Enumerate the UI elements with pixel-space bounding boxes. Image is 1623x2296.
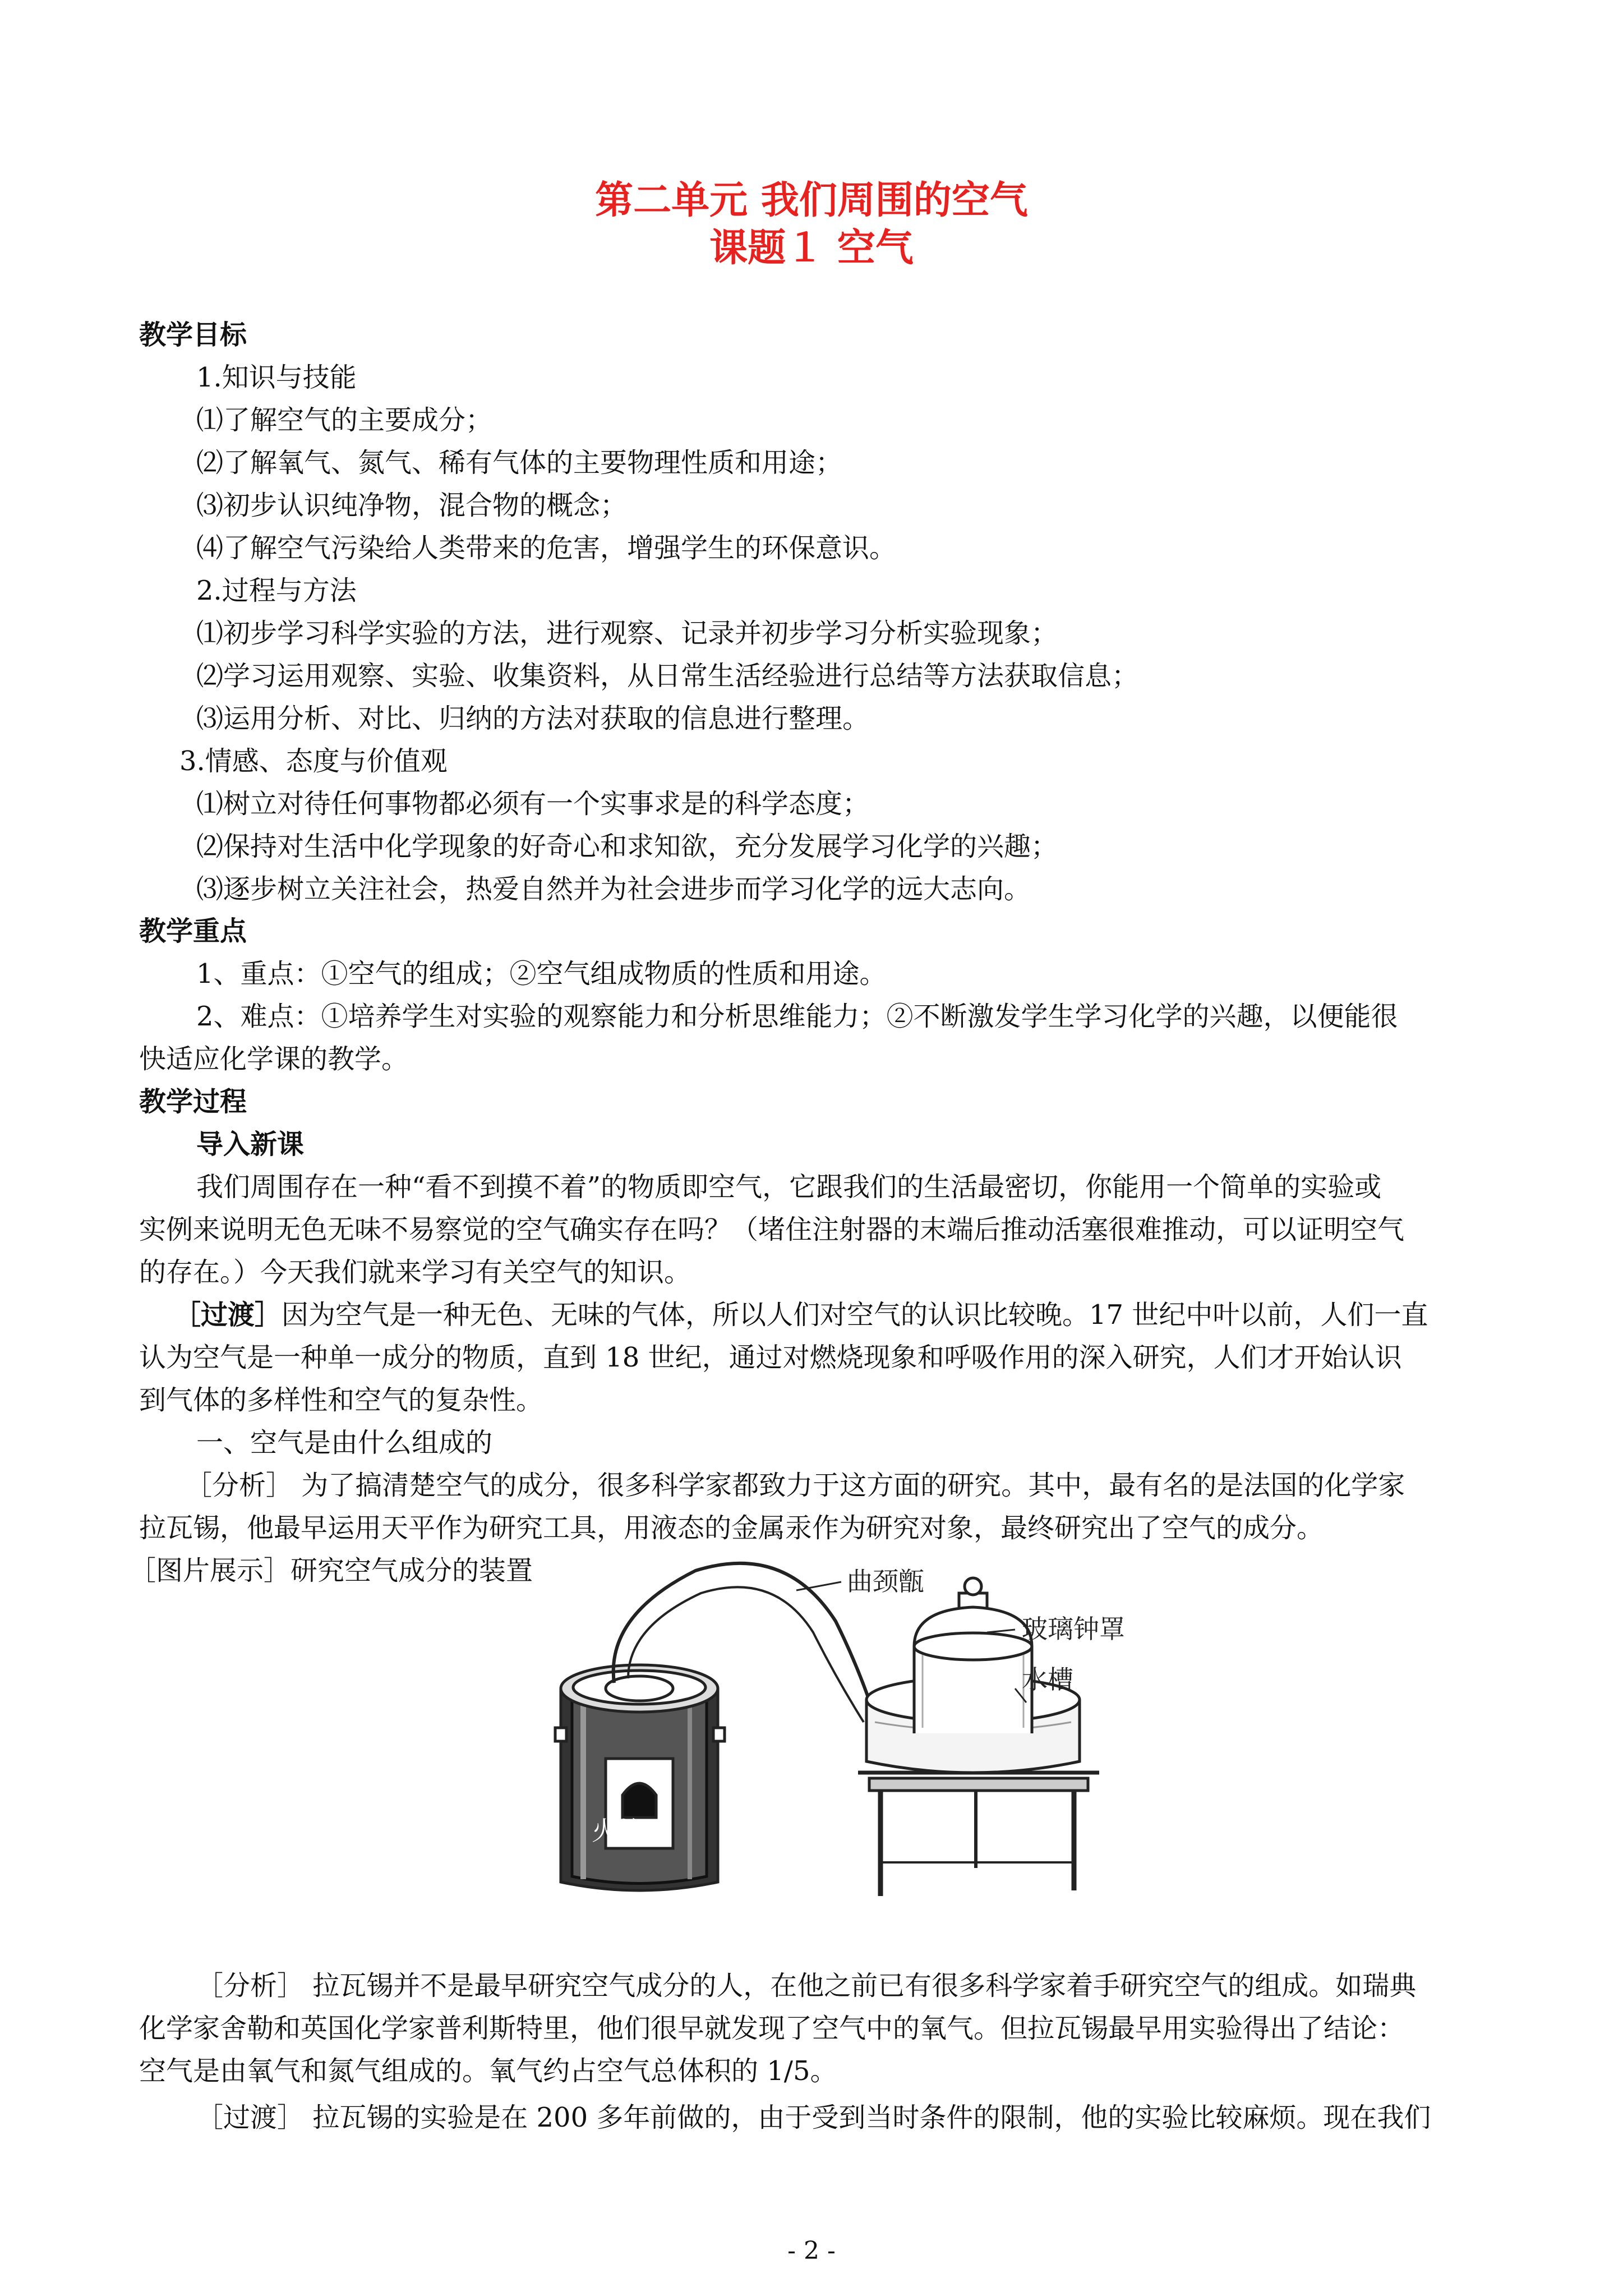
paragraph-line: ［过渡］ 拉瓦锡的实验是在 200 多年前做的，由于受到当时条件的限制，他的实验比较麻烦。现在我们 <box>196 2102 1431 2133</box>
label-bell-jar: 玻璃钟罩 <box>1022 1614 1125 1644</box>
paragraph-line: ⑶逐步树立关注社会，热爱自然并为社会进步而学习化学的远大志向。 <box>196 873 1031 905</box>
paragraph-line: ⑶运用分析、对比、归纳的方法对获取的信息进行整理。 <box>196 703 870 734</box>
page-number: - 2 - <box>787 2237 836 2265</box>
paragraph-line: ⑶初步认识纯净物，混合物的概念； <box>196 490 628 521</box>
paragraph-line: ［分析］ 为了搞清楚空气的成分，很多科学家都致力于这方面的研究。其中，最有名的是法国的化学家 <box>185 1470 1405 1501</box>
paragraph-line: 拉瓦锡，他最早运用天平作为研究工具，用液态的金属汞作为研究对象，最终研究出了空气的成分。 <box>139 1512 1324 1544</box>
paragraph-line: 1、重点：①空气的组成；②空气组成物质的性质和用途。 <box>196 958 887 990</box>
paragraph-line: 空气是由氧气和氮气组成的。氧气约占空气总体积的 1/5。 <box>139 2055 837 2087</box>
paragraph-line: ⑴树立对待任何事物都必须有一个实事求是的科学态度； <box>196 788 870 820</box>
paragraph-line: 认为空气是一种单一成分的物质，直到 18 世纪，通过对燃烧现象和呼吸作用的深入研究，人们才开始认识 <box>139 1342 1402 1373</box>
label-flask: 曲颈甑 <box>847 1566 924 1596</box>
label-furnace: 火炉 <box>592 1816 643 1846</box>
paragraph-text: 因为空气是一种无色、无味的气体，所以人们对空气的认识比较晚。17 世纪中叶以前，人们一直 <box>282 1299 1428 1331</box>
figure-caption: ［图片展示］研究空气成分的装置 <box>129 1555 533 1586</box>
paragraph-line: ⑴了解空气的主要成分； <box>196 404 493 436</box>
paragraph-line: ⑵保持对生活中化学现象的好奇心和求知欲，充分发展学习化学的兴趣； <box>196 831 1058 862</box>
paragraph-line: ⑵学习运用观察、实验、收集资料，从日常生活经验进行总结等方法获取信息； <box>196 660 1139 692</box>
paragraph-line: ⑴初步学习科学实验的方法，进行观察、记录并初步学习分析实验现象； <box>196 618 1058 649</box>
paragraph-line: ⑷了解空气污染给人类带来的危害，增强学生的环保意识。 <box>196 532 897 564</box>
paragraph-line: ⑵了解氧气、氮气、稀有气体的主要物理性质和用途； <box>196 447 843 478</box>
section-heading: 一、空气是由什么组成的 <box>196 1427 493 1458</box>
heading-key-points: 教学重点 <box>139 915 247 947</box>
subheading-intro: 导入新课 <box>196 1129 305 1160</box>
paragraph-line: 的存在。）今天我们就来学习有关空气的知识。 <box>139 1257 691 1288</box>
paragraph-line <box>174 1298 1428 1332</box>
paragraph-line: 3.情感、态度与价值观 <box>179 746 448 777</box>
paragraph-line: 我们周围存在一种“看不到摸不着”的物质即空气，它跟我们的生活最密切，你能用一个简单的实验或 <box>196 1171 1382 1203</box>
lesson-title: 课题１ 空气 <box>709 226 914 270</box>
paragraph-line: 实例来说明无色无味不易察觉的空气确实存在吗？（堵住注射器的末端后推动活塞很难推动，可以证明空气 <box>139 1214 1405 1245</box>
heading-objectives: 教学目标 <box>139 319 247 351</box>
paragraph-line: ［分析］ 拉瓦锡并不是最早研究空气成分的人，在他之前已有很多科学家着手研究空气的组成。如瑞典 <box>196 1970 1417 2001</box>
paragraph-line: 化学家舍勒和英国化学家普利斯特里，他们很早就发现了空气中的氧气。但拉瓦锡最早用实验得出了结论： <box>139 2013 1405 2044</box>
paragraph-line: 2、难点：①培养学生对实验的观察能力和分析思维能力；②不断激发学生学习化学的兴趣，以便能很 <box>196 1001 1398 1032</box>
label-trough: 水槽 <box>1022 1664 1073 1695</box>
paragraph-line: 到气体的多样性和空气的复杂性。 <box>139 1384 543 1416</box>
unit-title: 第二单元 我们周围的空气 <box>595 178 1028 223</box>
transition-tag: ［过渡］ <box>174 1299 282 1331</box>
heading-process: 教学过程 <box>139 1086 247 1117</box>
paragraph-line: 1.知识与技能 <box>196 362 357 393</box>
paragraph-line: 2.过程与方法 <box>196 575 357 606</box>
lavoisier-apparatus-figure <box>522 1548 1138 1907</box>
paragraph-line: 快适应化学课的教学。 <box>139 1043 409 1075</box>
